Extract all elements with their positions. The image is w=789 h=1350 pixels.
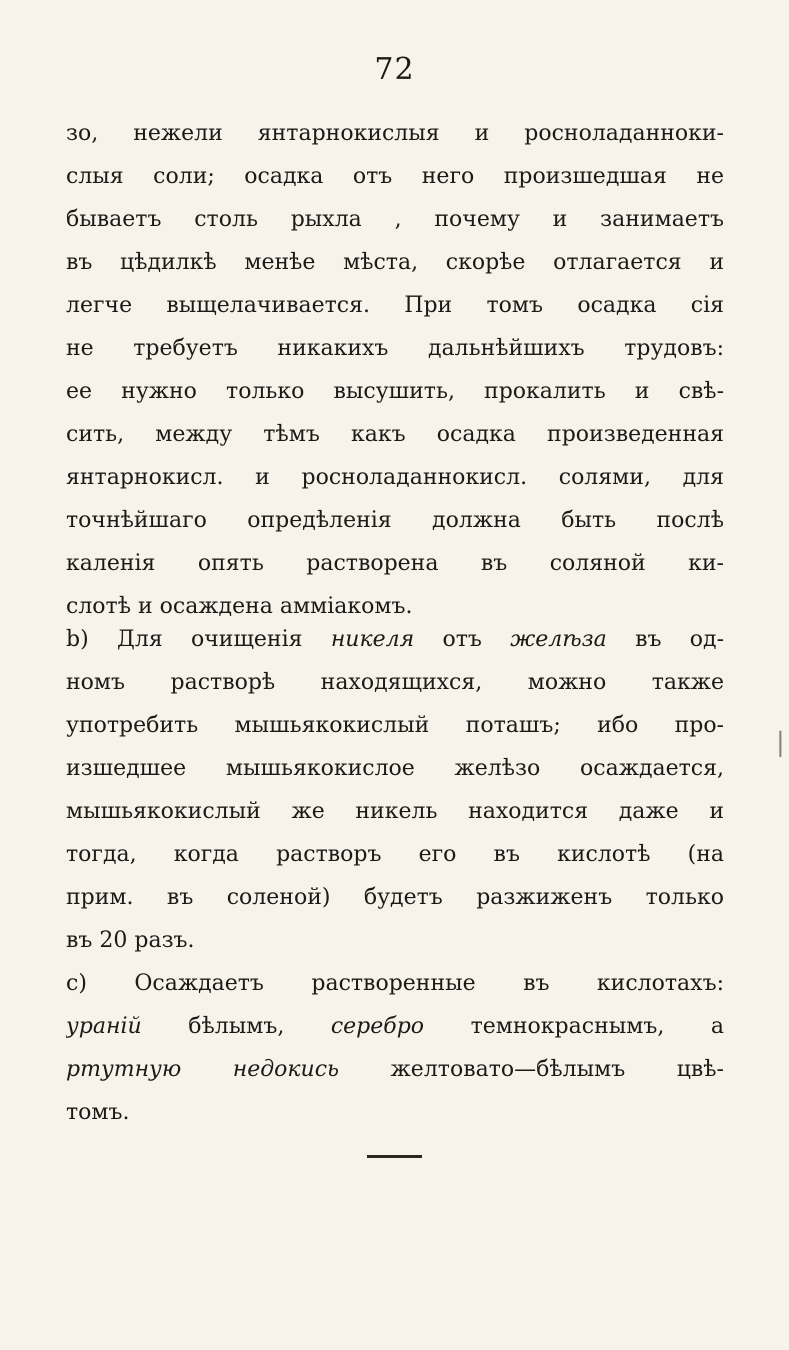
text-line: мышьякокислый же никель находится даже и: [66, 799, 724, 824]
text-line: каленія опять растворена въ соляной ки-: [66, 551, 724, 576]
text-segment: бѣлымъ,: [141, 1014, 331, 1039]
text-line: не требуетъ никакихъ дальнѣйшихъ трудовъ:: [66, 336, 724, 361]
text-line: употребить мышьякокислый поташъ; ибо про-: [66, 713, 724, 738]
text-line: зо, нежели янтарнокислыя и росноладанноки-: [66, 121, 724, 146]
italic-term: уранiй: [66, 1014, 142, 1039]
text-line: томъ.: [66, 1100, 130, 1125]
text-line: тогда, когда растворъ его въ кислотѣ (на: [66, 842, 724, 867]
text-line: легче выщелачивается. При томъ осадка сія: [66, 293, 724, 318]
text-line: слыя соли; осадка отъ него произшедшая не: [66, 164, 724, 189]
text-segment: темнокраснымъ, а: [424, 1014, 724, 1039]
paragraph-3: [66, 962, 724, 1134]
italic-term: никеля: [330, 627, 415, 652]
text-line: [66, 1005, 724, 1048]
page-number: 72: [374, 52, 415, 87]
text-line: ее нужно только высушить, прокалить и свѣ-: [66, 379, 724, 404]
italic-term: серебро: [330, 1014, 425, 1039]
text-line: изшедшее мышьякокислое желѣзо осаждается,: [66, 756, 724, 781]
text-line: прим. въ соленой) будетъ разжиженъ только: [66, 885, 724, 910]
text-line: въ 20 разъ.: [66, 928, 195, 953]
text-line: [66, 1048, 724, 1091]
end-rule: [367, 1155, 422, 1158]
italic-term: желѣза: [510, 627, 607, 652]
text-line: номъ растворѣ находящихся, можно также: [66, 670, 724, 695]
margin-mark: |: [776, 728, 785, 758]
text-segment: отъ: [414, 627, 511, 652]
text-line: въ цѣдилкѣ менѣе мѣста, скорѣе отлагается и: [66, 250, 724, 275]
text-segment: b) Для очищенія: [66, 627, 331, 652]
paragraph-1: [66, 112, 724, 628]
text-line: точнѣйшаго опредѣленія должна быть послѣ: [66, 508, 724, 533]
text-segment: желтовато—бѣлымъ цвѣ-: [339, 1057, 724, 1082]
text-line: слотѣ и осаждена аммiакомъ.: [66, 594, 413, 619]
text-line: [66, 618, 724, 661]
text-line: янтарнокисл. и росноладаннокисл. солями, для: [66, 465, 724, 490]
text-line: c) Осаждаетъ растворенные въ кислотахъ:: [66, 971, 724, 996]
paragraph-2: [66, 618, 724, 962]
text-segment: въ од-: [606, 627, 724, 652]
text-line: сить, между тѣмъ какъ осадка произведенная: [66, 422, 724, 447]
italic-term: ртутную недокись: [66, 1057, 340, 1082]
text-line: бываетъ столь рыхла , почему и занимаетъ: [66, 207, 724, 232]
